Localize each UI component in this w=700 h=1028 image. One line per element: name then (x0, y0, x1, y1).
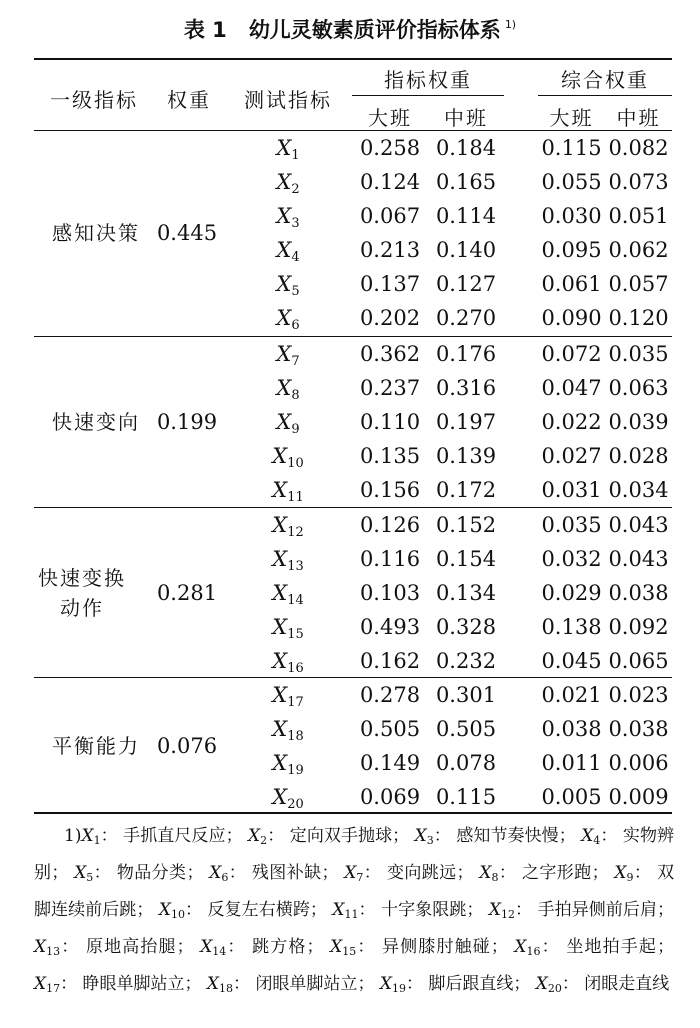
index-weight-big: 0.362 (359, 342, 421, 366)
header-iw-big: 大班 (368, 106, 412, 130)
test-index-label (228, 746, 348, 780)
combined-weight-middle: 0.009 (608, 785, 669, 809)
combined-weight-big: 0.055 (541, 170, 602, 194)
footnote-index-desc: 双脚连续前后跳 (34, 863, 675, 920)
footnote-index-letter: X (74, 863, 87, 883)
combined-weight-underline (538, 95, 672, 96)
index-weight-middle: 0.152 (435, 513, 497, 537)
index-weight-middle: 0.078 (435, 751, 497, 775)
test-index-subscript: 2 (291, 182, 300, 197)
footnote-index-letter: X (479, 863, 492, 883)
footnote-item: $X_5$： 物品分类 (74, 863, 187, 884)
test-index-subscript: 9 (291, 422, 300, 437)
header-level1: 一级指标 (50, 88, 138, 112)
test-index-label (228, 267, 348, 301)
footnote-index-desc: 原地高抬腿 (85, 937, 177, 957)
index-weight-middle: 0.140 (435, 238, 497, 262)
test-index-label (228, 371, 348, 405)
group-weight: 0.445 (156, 221, 218, 245)
combined-weight-middle: 0.092 (608, 615, 669, 639)
footnote-index-desc: 闭眼走直线 (584, 974, 670, 994)
group-name: 平衡能力 (52, 734, 140, 758)
combined-weight-big: 0.090 (541, 306, 602, 330)
header-test: 测试指标 (244, 88, 332, 112)
test-index-label (228, 405, 348, 439)
test-index-letter: X (272, 751, 288, 775)
combined-weight-big: 0.022 (541, 410, 602, 434)
test-index-label (228, 337, 348, 371)
footnote-index-subscript: 14 (212, 945, 227, 958)
test-index-letter: X (272, 717, 288, 741)
test-index-label (228, 610, 348, 644)
index-weight-big: 0.110 (359, 410, 421, 434)
test-index-label (228, 165, 348, 199)
footnote-index-subscript: 11 (344, 908, 359, 921)
index-weight-middle: 0.154 (435, 547, 497, 571)
footnote-index-subscript: 13 (46, 945, 61, 958)
test-index-letter: X (272, 785, 288, 809)
footnote-index-desc: 物品分类 (116, 863, 187, 883)
group-name: 快速变向 (52, 410, 140, 434)
test-index-subscript: 16 (287, 661, 304, 676)
footnote-index-subscript: 3 (426, 834, 434, 847)
header-index-weight: 指标权重 (384, 68, 472, 92)
footnote-index-desc: 变向跳远 (386, 863, 457, 883)
combined-weight-big: 0.061 (541, 272, 602, 296)
test-index-letter: X (272, 683, 288, 707)
footnote-index-subscript: 6 (221, 871, 229, 884)
test-index-label (228, 576, 348, 610)
footnote-item: $X_{12}$： 手拍异侧前后肩 (488, 900, 658, 921)
title-note-mark: 1) (504, 18, 517, 31)
footnote-item: $X_{13}$： 原地高抬腿 (34, 937, 177, 958)
header-weight: 权重 (167, 88, 211, 112)
footnote-index-letter: X (200, 937, 213, 957)
footnote-index-letter: X (414, 826, 427, 846)
footnote-index-letter: X (332, 900, 345, 920)
combined-weight-middle: 0.082 (608, 136, 669, 160)
test-index-letter: X (272, 513, 288, 537)
footnote-item: $X_1$： 手抓直尺反应 (81, 826, 226, 847)
combined-weight-middle: 0.065 (608, 649, 669, 673)
index-weight-middle: 0.270 (435, 306, 497, 330)
footnote-item: $X_4$： 实物辨别 (34, 826, 675, 883)
footnote-index-letter: X (488, 900, 501, 920)
test-index-label (228, 644, 348, 678)
index-weight-big: 0.116 (359, 547, 421, 571)
index-weight-middle: 0.165 (435, 170, 497, 194)
footnote-index-subscript: 12 (500, 908, 515, 921)
index-weight-middle: 0.172 (435, 478, 497, 502)
footnote-index-desc: 手抓直尺反应 (123, 826, 226, 846)
footnote-item: $X_8$： 之字形跑 (479, 863, 592, 884)
test-index-subscript: 10 (287, 456, 304, 471)
index-weight-big: 0.278 (359, 683, 421, 707)
combined-weight-middle: 0.043 (608, 547, 669, 571)
combined-weight-middle: 0.035 (608, 342, 669, 366)
test-index-label (228, 780, 348, 814)
combined-weight-middle: 0.006 (608, 751, 669, 775)
index-weight-big: 0.258 (359, 136, 421, 160)
test-index-subscript: 3 (291, 216, 300, 231)
footnote-index-letter: X (206, 974, 220, 994)
footnote-item: $X_{17}$： 睁眼单脚站立 (34, 974, 185, 995)
footnote-index-desc: 异侧膝肘触碰 (382, 937, 491, 957)
footnote-index-letter: X (81, 826, 94, 846)
combined-weight-middle: 0.062 (608, 238, 669, 262)
index-weight-middle: 0.134 (435, 581, 497, 605)
footnote-index-letter: X (248, 826, 261, 846)
combined-weight-big: 0.031 (541, 478, 602, 502)
index-weight-middle: 0.176 (435, 342, 497, 366)
footnote-index-desc: 坐地拍手起 (566, 937, 658, 957)
combined-weight-big: 0.030 (541, 204, 602, 228)
test-index-letter: X (276, 342, 292, 366)
footnote-index-desc: 定向双手抛球 (289, 826, 393, 846)
footnote-item: $X_7$： 变向跳远 (344, 863, 457, 884)
test-index-subscript: 8 (291, 388, 300, 403)
combined-weight-big: 0.035 (541, 513, 602, 537)
footnote-index-letter: X (158, 900, 171, 920)
table-title (0, 14, 700, 44)
test-index-subscript: 4 (291, 250, 300, 265)
footnote-item: $X_{15}$： 异侧膝肘触碰 (330, 937, 491, 958)
index-weight-big: 0.103 (359, 581, 421, 605)
footnote-index-letter: X (581, 826, 594, 846)
combined-weight-middle: 0.028 (608, 444, 669, 468)
test-index-subscript: 7 (291, 354, 300, 369)
footnote-item: $X_3$： 感知节奏快慢 (414, 826, 559, 847)
group-weight: 0.199 (156, 410, 218, 434)
test-index-subscript: 15 (287, 627, 304, 642)
footnote-index-letter: X (514, 937, 527, 957)
group-name: 感知决策 (52, 221, 140, 245)
test-index-subscript: 18 (287, 729, 304, 744)
header-cw-middle: 中班 (616, 106, 661, 130)
footnote-index-desc: 实物辨别 (34, 826, 675, 883)
test-index-subscript: 13 (287, 559, 304, 574)
test-index-subscript: 11 (287, 490, 304, 505)
footnote-index-letter: X (34, 937, 47, 957)
footnote-index-desc: 跳方格 (252, 937, 307, 957)
footnote-index-subscript: 8 (491, 871, 499, 884)
footnote-index-subscript: 10 (170, 908, 185, 921)
combined-weight-big: 0.047 (541, 376, 602, 400)
group-weight: 0.281 (156, 581, 218, 605)
index-weight-big: 0.126 (359, 513, 421, 537)
footnote-index-letter: X (344, 863, 357, 883)
index-weight-big: 0.137 (359, 272, 421, 296)
footnote-index-letter: X (34, 974, 47, 994)
test-index-subscript: 20 (287, 797, 304, 812)
test-index-letter: X (276, 136, 292, 160)
combined-weight-big: 0.038 (541, 717, 602, 741)
index-weight-big: 0.135 (359, 444, 421, 468)
combined-weight-middle: 0.120 (608, 306, 669, 330)
combined-weight-big: 0.095 (541, 238, 602, 262)
combined-weight-big: 0.115 (541, 136, 602, 160)
test-index-letter: X (276, 170, 292, 194)
footnote-item: $X_{11}$： 十字象限跳 (332, 900, 467, 921)
test-index-label (228, 508, 348, 542)
header-combined-weight: 综合权重 (561, 68, 649, 92)
index-weight-middle: 0.197 (435, 410, 497, 434)
footnote-index-subscript: 1 (93, 834, 101, 847)
table-title-text: 幼儿灵敏素质评价指标体系 (248, 18, 501, 42)
index-weight-middle: 0.316 (435, 376, 497, 400)
index-weight-big: 0.069 (359, 785, 421, 809)
footnote-index-desc: 之字形跑 (522, 863, 592, 883)
footnote-item: $X_2$： 定向双手抛球 (248, 826, 393, 847)
footnote-index-subscript: 20 (547, 982, 562, 995)
footnote-index-desc: 十字象限跳 (381, 900, 467, 920)
footnote-index-desc: 手拍异侧前后肩 (537, 900, 658, 920)
test-index-label (228, 131, 348, 165)
test-index-letter: X (272, 547, 288, 571)
footnote-index-subscript: 2 (260, 834, 268, 847)
test-index-subscript: 14 (287, 593, 304, 608)
footnote-item: $X_{16}$： 坐地拍手起 (514, 937, 658, 958)
test-index-label (228, 473, 348, 507)
combined-weight-big: 0.029 (541, 581, 602, 605)
footnote-item: $X_9$： 双脚连续前后跳 (34, 863, 675, 920)
test-index-label (228, 542, 348, 576)
footnote-index-letter: X (614, 863, 627, 883)
footnote-index-subscript: 17 (46, 982, 61, 995)
footnote-index-subscript: 18 (219, 982, 234, 995)
footnote-index-subscript: 4 (593, 834, 601, 847)
test-index-letter: X (276, 376, 292, 400)
test-index-label (228, 301, 348, 335)
index-weight-middle: 0.139 (435, 444, 497, 468)
footnote-mark: 1) (64, 826, 82, 846)
test-index-subscript: 12 (287, 525, 304, 540)
combined-weight-big: 0.011 (541, 751, 602, 775)
index-weight-middle: 0.328 (435, 615, 497, 639)
test-index-label (228, 712, 348, 746)
test-index-letter: X (272, 444, 288, 468)
group-name: 快速变换动作 (38, 566, 126, 620)
test-index-letter: X (276, 306, 292, 330)
footnote: $1)X_1$： 手抓直尺反应； $X_2$： 定向双手抛球； $X_3$： 感知节奏快慢； $X_4$： 实物辨别； $X_5$： 物品分类； $X_6$： 残图补缺； $X_7$： 变向跳远； $X_8$： 之字形跑； $X_9$： 双脚连续前后跳； $X_{10}$： 反复左右横跨； $X_{11}$： 十字象限跳； $X_{12}$： 手拍异侧前后肩； $X_{13}$： 原地高抬腿； $X_{14}$： 跳方格； $X_{15}$： 异侧膝肘触碰； $X_{16}$： 坐地拍手起； $X_{17}$： 睁眼单脚站立； $X_{18}$： 闭眼单脚站立； $X_{19}$： 脚后跟直线； $X_{20}$： 闭眼走直线 (34, 826, 675, 995)
test-index-subscript: 5 (291, 284, 300, 299)
footnote-index-desc: 睁眼单脚站立 (82, 974, 185, 994)
footnote-index-letter: X (330, 937, 343, 957)
index-weight-big: 0.505 (359, 717, 421, 741)
test-index-label (228, 199, 348, 233)
footnote-index-letter: X (535, 974, 548, 994)
combined-weight-middle: 0.057 (608, 272, 669, 296)
combined-weight-big: 0.138 (541, 615, 602, 639)
test-index-subscript: 19 (287, 763, 304, 778)
index-weight-middle: 0.127 (435, 272, 497, 296)
footnote-item: $X_{10}$： 反复左右横跨 (158, 900, 310, 921)
combined-weight-big: 0.045 (541, 649, 602, 673)
index-weight-big: 0.156 (359, 478, 421, 502)
footnote-item: $X_{18}$： 闭眼单脚站立 (206, 974, 358, 995)
combined-weight-middle: 0.034 (608, 478, 669, 502)
test-index-letter: X (272, 649, 288, 673)
footnote-index-letter: X (209, 863, 222, 883)
index-weight-big: 0.493 (359, 615, 421, 639)
footnote-index-subscript: 15 (342, 945, 357, 958)
index-weight-middle: 0.114 (435, 204, 497, 228)
group-weight: 0.076 (156, 734, 218, 758)
footnote-item: $X_{19}$： 脚后跟直线 (379, 974, 514, 995)
combined-weight-middle: 0.039 (608, 410, 669, 434)
combined-weight-middle: 0.023 (608, 683, 669, 707)
test-index-letter: X (272, 478, 288, 502)
test-index-label (228, 233, 348, 267)
footnote-index-letter: X (379, 974, 392, 994)
index-weight-big: 0.149 (359, 751, 421, 775)
index-weight-middle: 0.301 (435, 683, 497, 707)
combined-weight-middle: 0.038 (608, 581, 669, 605)
index-weight-middle: 0.184 (435, 136, 497, 160)
top-rule (34, 58, 672, 60)
test-index-subscript: 1 (291, 148, 300, 163)
combined-weight-big: 0.021 (541, 683, 602, 707)
footnote-index-subscript: 9 (626, 871, 634, 884)
combined-weight-middle: 0.063 (608, 376, 669, 400)
test-index-letter: X (276, 272, 292, 296)
footnote-index-subscript: 7 (356, 871, 364, 884)
header-iw-middle: 中班 (444, 106, 488, 130)
combined-weight-middle: 0.038 (608, 717, 669, 741)
table-number: 表 1 (183, 18, 227, 42)
combined-weight-middle: 0.043 (608, 513, 669, 537)
test-index-letter: X (276, 410, 292, 434)
combined-weight-big: 0.027 (541, 444, 602, 468)
test-index-letter: X (272, 615, 288, 639)
test-index-letter: X (276, 204, 292, 228)
footnote-index-subscript: 19 (391, 982, 406, 995)
test-index-subscript: 6 (291, 318, 300, 333)
footnote-item: $X_{20}$： 闭眼走直线 (535, 974, 670, 995)
footnote-index-desc: 残图补缺 (251, 863, 322, 883)
test-index-subscript: 17 (287, 695, 304, 710)
index-weight-middle: 0.115 (435, 785, 497, 809)
combined-weight-big: 0.032 (541, 547, 602, 571)
index-weight-underline (352, 95, 504, 96)
footnote-index-subscript: 16 (526, 945, 541, 958)
combined-weight-big: 0.005 (541, 785, 602, 809)
header-cw-big: 大班 (549, 106, 594, 130)
index-weight-big: 0.162 (359, 649, 421, 673)
index-weight-big: 0.202 (359, 306, 421, 330)
footnote-index-desc: 闭眼单脚站立 (255, 974, 358, 994)
footnote-index-desc: 脚后跟直线 (428, 974, 514, 994)
test-index-letter: X (276, 238, 292, 262)
footnote-index-desc: 感知节奏快慢 (456, 826, 559, 846)
test-index-label (228, 678, 348, 712)
footnote-item: $X_{14}$： 跳方格 (200, 937, 307, 958)
index-weight-big: 0.237 (359, 376, 421, 400)
test-index-label (228, 439, 348, 473)
index-weight-middle: 0.505 (435, 717, 497, 741)
footnote-index-subscript: 5 (86, 871, 94, 884)
footnote-index-desc: 反复左右横跨 (207, 900, 310, 920)
combined-weight-middle: 0.073 (608, 170, 669, 194)
index-weight-middle: 0.232 (435, 649, 497, 673)
combined-weight-middle: 0.051 (608, 204, 669, 228)
index-weight-big: 0.213 (359, 238, 421, 262)
test-index-letter: X (272, 581, 288, 605)
footnote-item: $X_6$： 残图补缺 (209, 863, 322, 884)
combined-weight-big: 0.072 (541, 342, 602, 366)
index-weight-big: 0.124 (359, 170, 421, 194)
index-weight-big: 0.067 (359, 204, 421, 228)
